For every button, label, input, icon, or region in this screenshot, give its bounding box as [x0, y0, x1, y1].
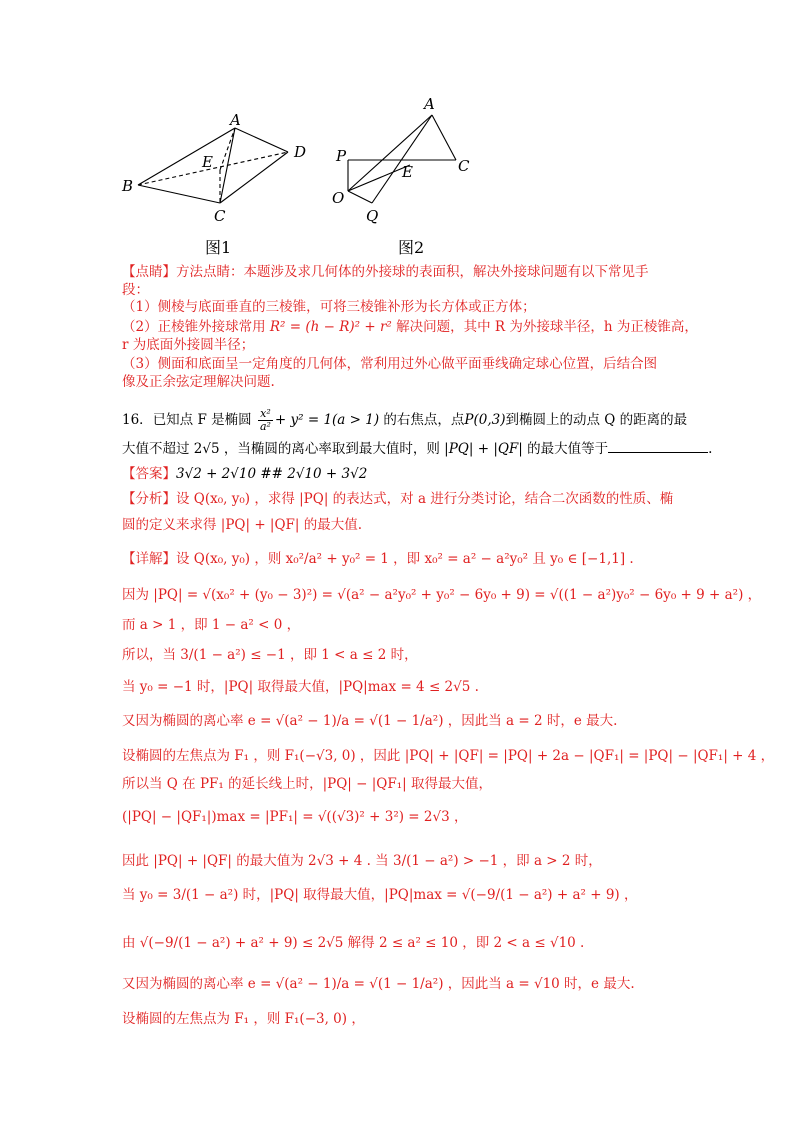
answer-value: 3√2 + 2√10 ## 2√10 + 3√2	[176, 466, 368, 482]
question-number: 16．	[122, 412, 153, 428]
question-text-1b: 的右焦点，点	[383, 412, 465, 428]
item2-formula: R² = (h − R)² + r²	[269, 319, 392, 335]
question-expression: |PQ| + |QF|	[444, 441, 523, 457]
label2-p: P	[336, 147, 347, 165]
label2-e: E	[402, 163, 413, 181]
dianjing-item-3: （3）侧面和底面呈一定角度的几何体，常利用过外心做平面垂线确定球心位置，后结合图	[122, 356, 658, 372]
question-text-1a: 已知点 F 是椭圆	[152, 412, 252, 428]
seg-oa	[348, 115, 432, 191]
question-text-2c: 的最大值等于	[527, 441, 609, 457]
edge-ba	[138, 128, 235, 185]
analysis-line-1	[122, 490, 673, 508]
answer-tag: 【答案】	[122, 466, 176, 482]
answer-blank	[608, 440, 708, 453]
detail-line-13: 又因为椭圆的离心率 e = √(a² − 1)/a = √(1 − 1/a²) ，因此当 a = √10 时，e 最大.	[122, 976, 635, 992]
figure-1-pyramid	[138, 128, 288, 203]
detail-line-2: 因为 |PQ| = √(x₀² + (y₀ − 3)²) = √(a² − a²y₀² + y₀² − 6y₀ + 9) = √((1 − a²)y₀² − 6y₀ + 9 + a²) ，	[122, 587, 762, 603]
figure-2-caption: 图2	[398, 238, 425, 257]
edge-ad	[235, 128, 288, 152]
label-b: B	[122, 177, 134, 195]
analysis-tag: 【分析】	[122, 491, 176, 507]
dianjing-item-1: （1）侧棱与底面垂直的三棱锥，可将三棱锥补形为长方体或正方体；	[122, 299, 536, 315]
point-p: P(0,3)	[464, 412, 506, 428]
seg-oq	[348, 191, 372, 203]
geometry-figures	[110, 95, 490, 260]
dianjing-tag: 【点睛】	[122, 264, 176, 280]
detail-line-5: 当 y₀ = −1 时，|PQ| 取得最大值，|PQ|max = 4 ≤ 2√5 .	[122, 679, 479, 695]
detail-line-9: (|PQ| − |QF₁|)max = |PF₁| = √((√3)² + 3²) = 2√3 ，	[122, 809, 468, 825]
detail-line-6: 又因为椭圆的离心率 e = √(a² − 1)/a = √(1 − 1/a²) ，因此当 a = 2 时，e 最大.	[122, 713, 618, 729]
question-text-1d: 到椭圆上的动点 Q 的距离的最	[505, 412, 688, 428]
label-e: E	[202, 153, 213, 171]
figure-1-caption: 图1	[205, 238, 232, 257]
figure-2	[348, 115, 456, 203]
detail-line-10: 因此 |PQ| + |QF| 的最大值为 2√3 + 4 . 当 3/(1 − a²) > −1 ，即 a > 2 时，	[122, 853, 602, 869]
edge-ac	[220, 128, 235, 203]
analysis-text-1: 设 Q(x₀, y₀) ，求得 |PQ| 的表达式，对 a 进行分类讨论，结合二次函数的性质、椭	[176, 491, 674, 507]
item2-part-b: 解决问题，其中 R 为外接球半径，h 为正棱锥高，	[396, 319, 698, 335]
question-line-2: 大值不超过 2√5 ，当椭圆的离心率取到最大值时，则 |PQ| + |QF| 的最大值等于 .	[122, 441, 713, 457]
question-text-2a: 大值不超过 2√5 ，当椭圆的离心率取到最大值时，则	[122, 441, 440, 457]
dianjing-line-2: 段：	[122, 282, 149, 298]
answer-line	[122, 465, 367, 483]
dianjing-item-2	[122, 318, 698, 336]
question-line-1: 16．已知点 F 是椭圆 $\frac{\text{x²}}{\text{a²}}$ + y² = 1(a > 1) 的右焦点，点P(0,3)到椭圆上的动点 Q 的距离的最	[122, 407, 688, 433]
detail-line-11: 当 y₀ = 3/(1 − a²) 时，|PQ| 取得最大值，|PQ|max = √(−9/(1 − a²) + a² + 9) ，	[122, 887, 638, 903]
detail-line-4: 所以，当 3/(1 − a²) ≤ −1 ，即 1 < a ≤ 2 时，	[122, 647, 418, 663]
dianjing-intro: 方法点睛：本题涉及求几何体的外接球的表面积，解决外接球问题有以下常见手	[176, 264, 649, 280]
label-a: A	[230, 111, 241, 129]
detail-line-1: 【详解】设 Q(x₀, y₀) ，则 x₀²/a² + y₀² = 1 ，即 x₀² = a² − a²y₀² 且 y₀ ∈ [−1,1] .	[122, 551, 634, 567]
dianjing-line-1	[122, 263, 649, 281]
label2-c: C	[458, 157, 470, 175]
detail-line-3: 而 a > 1 ，即 1 − a² < 0 ，	[122, 617, 301, 633]
seg-oe	[348, 165, 410, 191]
analysis-line-2: 圆的定义来求得 |PQ| + |QF| 的最大值.	[122, 517, 363, 533]
label-c: C	[214, 207, 226, 225]
detail-line-14: 设椭圆的左焦点为 F₁ ，则 F₁(−3, 0) ，	[122, 1011, 365, 1027]
seg-qa	[372, 115, 432, 203]
label-d: D	[294, 143, 307, 161]
detail-tag: 【详解】	[122, 551, 176, 567]
edge-cd	[220, 152, 288, 203]
detail-line-7: 设椭圆的左焦点为 F₁ ，则 F₁(−√3, 0) ，因此 |PQ| + |QF| = |PQ| + 2a − |QF₁| = |PQ| − |QF₁| + 4 ，	[122, 748, 775, 764]
label2-q: Q	[366, 207, 379, 225]
label2-a: A	[424, 95, 435, 113]
figures-area	[110, 95, 490, 260]
seg-ac	[432, 115, 456, 160]
edge-bc	[138, 185, 220, 203]
label2-o: O	[332, 189, 345, 207]
ellipse-equation-fraction: $\frac{\text{x²}}{\text{a²}}$	[259, 407, 271, 433]
dianjing-item-3-cont: 像及正余弦定理解决问题.	[122, 374, 275, 390]
dianjing-item-2-cont: r 为底面外接圆半径；	[122, 337, 255, 353]
item2-part-a: （2）正棱锥外接球常用	[122, 319, 266, 335]
detail-line-8: 所以当 Q 在 PF₁ 的延长线上时，|PQ| − |QF₁| 取得最大值，	[122, 776, 492, 792]
detail-line-12: 由 √(−9/(1 − a²) + a² + 9) ≤ 2√5 解得 2 ≤ a² ≤ 10 ，即 2 < a ≤ √10 .	[122, 935, 585, 951]
